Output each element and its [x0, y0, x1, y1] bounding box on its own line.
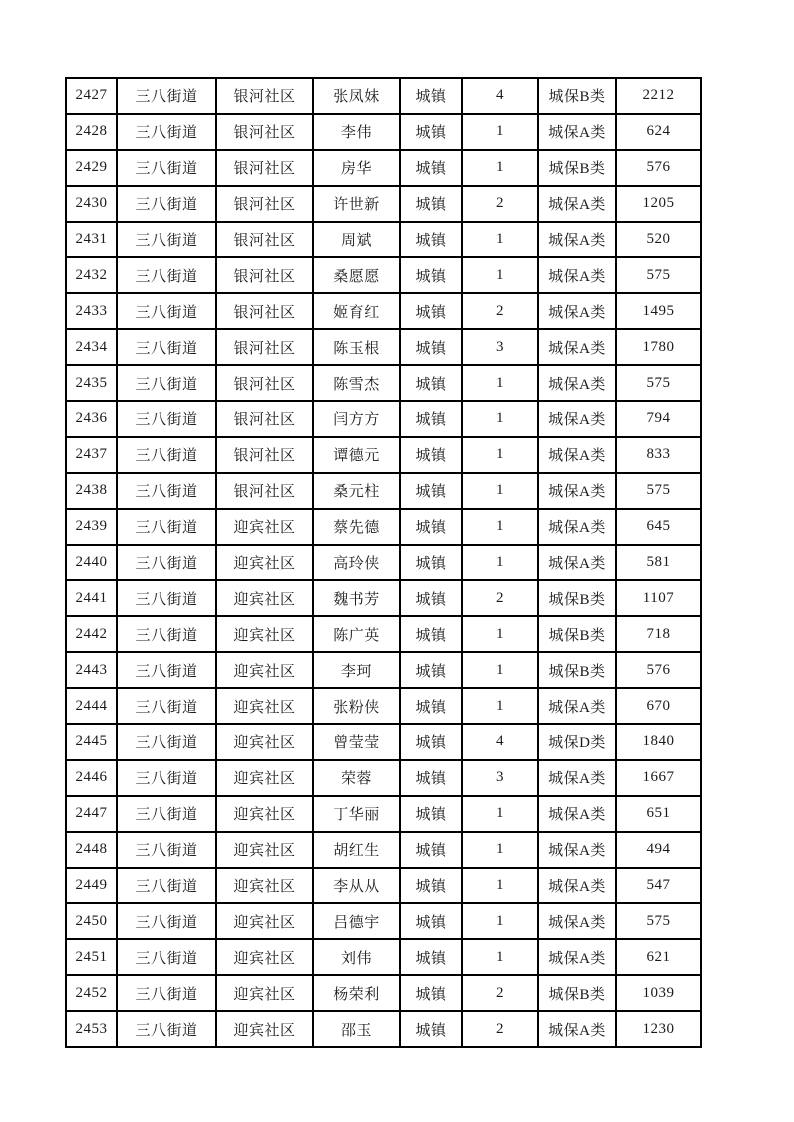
table-cell: 迎宾社区 [216, 688, 313, 724]
table-cell: 邵玉 [313, 1011, 400, 1047]
table-cell: 蔡先德 [313, 509, 400, 545]
table-cell: 2441 [66, 580, 117, 616]
table-cell: 1107 [616, 580, 701, 616]
table-row [66, 652, 701, 688]
table-cell: 1 [462, 114, 538, 150]
table-cell: 城镇 [400, 509, 462, 545]
table-cell: 城镇 [400, 329, 462, 365]
table-cell: 城保A类 [538, 832, 616, 868]
table-cell: 城保B类 [538, 580, 616, 616]
table-cell: 520 [616, 222, 701, 258]
table-cell: 丁华丽 [313, 796, 400, 832]
table-cell: 645 [616, 509, 701, 545]
table-cell: 1495 [616, 293, 701, 329]
table-cell: 624 [616, 114, 701, 150]
table-cell: 1 [462, 365, 538, 401]
table-cell: 城保A类 [538, 257, 616, 293]
table-cell: 2448 [66, 832, 117, 868]
table-cell: 4 [462, 78, 538, 114]
table-cell: 三八街道 [117, 186, 216, 222]
table-cell: 1 [462, 652, 538, 688]
table-body [66, 78, 701, 1047]
table-cell: 2435 [66, 365, 117, 401]
table-cell: 670 [616, 688, 701, 724]
table-cell: 1 [462, 222, 538, 258]
table-cell: 张粉侠 [313, 688, 400, 724]
table-cell: 迎宾社区 [216, 832, 313, 868]
table-cell: 城镇 [400, 868, 462, 904]
table-cell: 城镇 [400, 365, 462, 401]
table-cell: 陈雪杰 [313, 365, 400, 401]
table-cell: 城镇 [400, 652, 462, 688]
table-row [66, 150, 701, 186]
table-row [66, 580, 701, 616]
table-cell: 794 [616, 401, 701, 437]
table-cell: 三八街道 [117, 114, 216, 150]
table-cell: 2431 [66, 222, 117, 258]
table-cell: 城保A类 [538, 222, 616, 258]
table-cell: 2429 [66, 150, 117, 186]
table-cell: 城镇 [400, 473, 462, 509]
table-cell: 1 [462, 868, 538, 904]
table-cell: 833 [616, 437, 701, 473]
table-cell: 城保D类 [538, 724, 616, 760]
table-cell: 城镇 [400, 257, 462, 293]
table-cell: 2439 [66, 509, 117, 545]
table-cell: 城保B类 [538, 616, 616, 652]
table-cell: 576 [616, 652, 701, 688]
table-cell: 迎宾社区 [216, 724, 313, 760]
table-cell: 1 [462, 796, 538, 832]
table-cell: 银河社区 [216, 222, 313, 258]
table-cell: 1039 [616, 975, 701, 1011]
table-cell: 2432 [66, 257, 117, 293]
table-cell: 三八街道 [117, 329, 216, 365]
table-cell: 城保A类 [538, 186, 616, 222]
table-cell: 城镇 [400, 293, 462, 329]
table-cell: 2444 [66, 688, 117, 724]
table-row [66, 939, 701, 975]
table-cell: 城镇 [400, 903, 462, 939]
table-cell: 银河社区 [216, 365, 313, 401]
table-cell: 城保A类 [538, 545, 616, 581]
table-cell: 城镇 [400, 186, 462, 222]
table-cell: 迎宾社区 [216, 616, 313, 652]
table-cell: 城保A类 [538, 114, 616, 150]
table-cell: 三八街道 [117, 257, 216, 293]
table-cell: 三八街道 [117, 975, 216, 1011]
table-cell: 1 [462, 939, 538, 975]
table-cell: 城镇 [400, 150, 462, 186]
table-cell: 1 [462, 832, 538, 868]
table-cell: 城镇 [400, 437, 462, 473]
table-cell: 三八街道 [117, 437, 216, 473]
table-cell: 吕德宇 [313, 903, 400, 939]
table-row [66, 724, 701, 760]
table-row [66, 257, 701, 293]
table-cell: 迎宾社区 [216, 509, 313, 545]
table-cell: 1 [462, 401, 538, 437]
table-cell: 姬育红 [313, 293, 400, 329]
table-cell: 三八街道 [117, 939, 216, 975]
table-cell: 1840 [616, 724, 701, 760]
table-cell: 1230 [616, 1011, 701, 1047]
table-cell: 2440 [66, 545, 117, 581]
table-row [66, 114, 701, 150]
table-row [66, 365, 701, 401]
table-cell: 2442 [66, 616, 117, 652]
table-cell: 魏书芳 [313, 580, 400, 616]
table-cell: 三八街道 [117, 868, 216, 904]
table-row [66, 437, 701, 473]
table-cell: 2430 [66, 186, 117, 222]
table-cell: 城保A类 [538, 903, 616, 939]
table-cell: 三八街道 [117, 832, 216, 868]
table-cell: 城保A类 [538, 796, 616, 832]
table-cell: 城保A类 [538, 365, 616, 401]
table-cell: 三八街道 [117, 545, 216, 581]
table-cell: 三八街道 [117, 580, 216, 616]
table-cell: 城保A类 [538, 437, 616, 473]
table-cell: 刘伟 [313, 939, 400, 975]
table-cell: 1 [462, 473, 538, 509]
table-cell: 三八街道 [117, 473, 216, 509]
table-cell: 城保A类 [538, 401, 616, 437]
table-cell: 城保A类 [538, 329, 616, 365]
table-cell: 迎宾社区 [216, 580, 313, 616]
table-cell: 三八街道 [117, 222, 216, 258]
table-cell: 1 [462, 545, 538, 581]
table-row [66, 760, 701, 796]
table-cell: 曾莹莹 [313, 724, 400, 760]
table-cell: 621 [616, 939, 701, 975]
table-cell: 三八街道 [117, 509, 216, 545]
table-cell: 575 [616, 473, 701, 509]
table-cell: 城保A类 [538, 1011, 616, 1047]
table-cell: 城镇 [400, 724, 462, 760]
table-cell: 城镇 [400, 401, 462, 437]
table-cell: 651 [616, 796, 701, 832]
table-cell: 银河社区 [216, 473, 313, 509]
table-cell: 城镇 [400, 78, 462, 114]
table-cell: 迎宾社区 [216, 939, 313, 975]
table-cell: 547 [616, 868, 701, 904]
table-cell: 494 [616, 832, 701, 868]
table-cell: 银河社区 [216, 78, 313, 114]
table-cell: 2450 [66, 903, 117, 939]
table-cell: 2 [462, 1011, 538, 1047]
table-row [66, 329, 701, 365]
table-cell: 张凤妹 [313, 78, 400, 114]
table-cell: 李伟 [313, 114, 400, 150]
table-cell: 三八街道 [117, 401, 216, 437]
table-row [66, 473, 701, 509]
table-cell: 2452 [66, 975, 117, 1011]
table-cell: 城镇 [400, 1011, 462, 1047]
table-cell: 2445 [66, 724, 117, 760]
table-cell: 迎宾社区 [216, 796, 313, 832]
table-cell: 许世新 [313, 186, 400, 222]
table-cell: 城保A类 [538, 760, 616, 796]
table-cell: 4 [462, 724, 538, 760]
table-cell: 城镇 [400, 114, 462, 150]
table-cell: 三八街道 [117, 1011, 216, 1047]
table-cell: 1 [462, 257, 538, 293]
table-cell: 李珂 [313, 652, 400, 688]
table-cell: 迎宾社区 [216, 903, 313, 939]
table-cell: 银河社区 [216, 401, 313, 437]
table-cell: 2437 [66, 437, 117, 473]
table-cell: 2428 [66, 114, 117, 150]
table-cell: 荣蓉 [313, 760, 400, 796]
table-cell: 2438 [66, 473, 117, 509]
table-row [66, 78, 701, 114]
table-cell: 2 [462, 975, 538, 1011]
table-cell: 城镇 [400, 616, 462, 652]
table-row [66, 293, 701, 329]
table-cell: 575 [616, 365, 701, 401]
table-cell: 城保B类 [538, 975, 616, 1011]
table-cell: 城保A类 [538, 868, 616, 904]
table-cell: 2436 [66, 401, 117, 437]
table-cell: 迎宾社区 [216, 1011, 313, 1047]
table-cell: 581 [616, 545, 701, 581]
table-cell: 2434 [66, 329, 117, 365]
data-table [65, 77, 702, 1048]
table-cell: 银河社区 [216, 150, 313, 186]
table-cell: 银河社区 [216, 437, 313, 473]
table-cell: 三八街道 [117, 796, 216, 832]
table-row [66, 186, 701, 222]
table-cell: 2 [462, 580, 538, 616]
table-row [66, 868, 701, 904]
table-cell: 城镇 [400, 832, 462, 868]
table-cell: 房华 [313, 150, 400, 186]
table-cell: 1780 [616, 329, 701, 365]
table-row [66, 509, 701, 545]
table-cell: 迎宾社区 [216, 975, 313, 1011]
table-cell: 银河社区 [216, 257, 313, 293]
table-cell: 桑元柱 [313, 473, 400, 509]
table-row [66, 796, 701, 832]
table-cell: 银河社区 [216, 329, 313, 365]
table-cell: 1 [462, 903, 538, 939]
table-cell: 迎宾社区 [216, 868, 313, 904]
table-cell: 迎宾社区 [216, 760, 313, 796]
table-cell: 2 [462, 293, 538, 329]
table-cell: 1 [462, 437, 538, 473]
table-cell: 1205 [616, 186, 701, 222]
table-cell: 三八街道 [117, 365, 216, 401]
table-cell: 2447 [66, 796, 117, 832]
table-cell: 576 [616, 150, 701, 186]
table-cell: 城保A类 [538, 293, 616, 329]
table-cell: 2451 [66, 939, 117, 975]
table-cell: 1 [462, 509, 538, 545]
table-cell: 三八街道 [117, 293, 216, 329]
table-cell: 三八街道 [117, 688, 216, 724]
table-cell: 3 [462, 329, 538, 365]
table-row [66, 222, 701, 258]
table-cell: 三八街道 [117, 652, 216, 688]
table-row [66, 832, 701, 868]
table-cell: 城保A类 [538, 688, 616, 724]
table-cell: 城镇 [400, 796, 462, 832]
table-cell: 城保A类 [538, 939, 616, 975]
table-cell: 3 [462, 760, 538, 796]
table-cell: 陈广英 [313, 616, 400, 652]
table-cell: 城保A类 [538, 509, 616, 545]
table-cell: 2427 [66, 78, 117, 114]
table-cell: 城镇 [400, 688, 462, 724]
table-cell: 三八街道 [117, 903, 216, 939]
table-cell: 三八街道 [117, 78, 216, 114]
table-cell: 三八街道 [117, 150, 216, 186]
table-cell: 城镇 [400, 760, 462, 796]
table-cell: 2443 [66, 652, 117, 688]
table-cell: 桑愿愿 [313, 257, 400, 293]
table-cell: 城镇 [400, 222, 462, 258]
table-cell: 银河社区 [216, 293, 313, 329]
table-cell: 城保B类 [538, 150, 616, 186]
table-row [66, 1011, 701, 1047]
table-cell: 三八街道 [117, 724, 216, 760]
table-cell: 1 [462, 688, 538, 724]
table-row [66, 545, 701, 581]
table-cell: 城镇 [400, 580, 462, 616]
table-cell: 2212 [616, 78, 701, 114]
table-row [66, 903, 701, 939]
table-cell: 陈玉根 [313, 329, 400, 365]
table-row [66, 688, 701, 724]
table-cell: 城保A类 [538, 473, 616, 509]
table-cell: 1667 [616, 760, 701, 796]
table-cell: 2449 [66, 868, 117, 904]
table-cell: 城镇 [400, 975, 462, 1011]
table-cell: 1 [462, 616, 538, 652]
table-row [66, 616, 701, 652]
table-cell: 575 [616, 903, 701, 939]
table-cell: 谭德元 [313, 437, 400, 473]
table-cell: 2446 [66, 760, 117, 796]
table-row [66, 975, 701, 1011]
table-cell: 银河社区 [216, 114, 313, 150]
table-cell: 2 [462, 186, 538, 222]
table-cell: 575 [616, 257, 701, 293]
table-cell: 2453 [66, 1011, 117, 1047]
table-cell: 城保B类 [538, 78, 616, 114]
table-cell: 闫方方 [313, 401, 400, 437]
table-row [66, 401, 701, 437]
table-cell: 迎宾社区 [216, 545, 313, 581]
table-cell: 2433 [66, 293, 117, 329]
table-cell: 三八街道 [117, 616, 216, 652]
table-cell: 高玲侠 [313, 545, 400, 581]
table-cell: 城镇 [400, 545, 462, 581]
table-cell: 银河社区 [216, 186, 313, 222]
table-cell: 城镇 [400, 939, 462, 975]
table-cell: 周斌 [313, 222, 400, 258]
table-cell: 胡红生 [313, 832, 400, 868]
table-cell: 迎宾社区 [216, 652, 313, 688]
table-cell: 城保B类 [538, 652, 616, 688]
table-cell: 1 [462, 150, 538, 186]
table-cell: 李从从 [313, 868, 400, 904]
table-cell: 718 [616, 616, 701, 652]
table-cell: 杨荣利 [313, 975, 400, 1011]
table-cell: 三八街道 [117, 760, 216, 796]
